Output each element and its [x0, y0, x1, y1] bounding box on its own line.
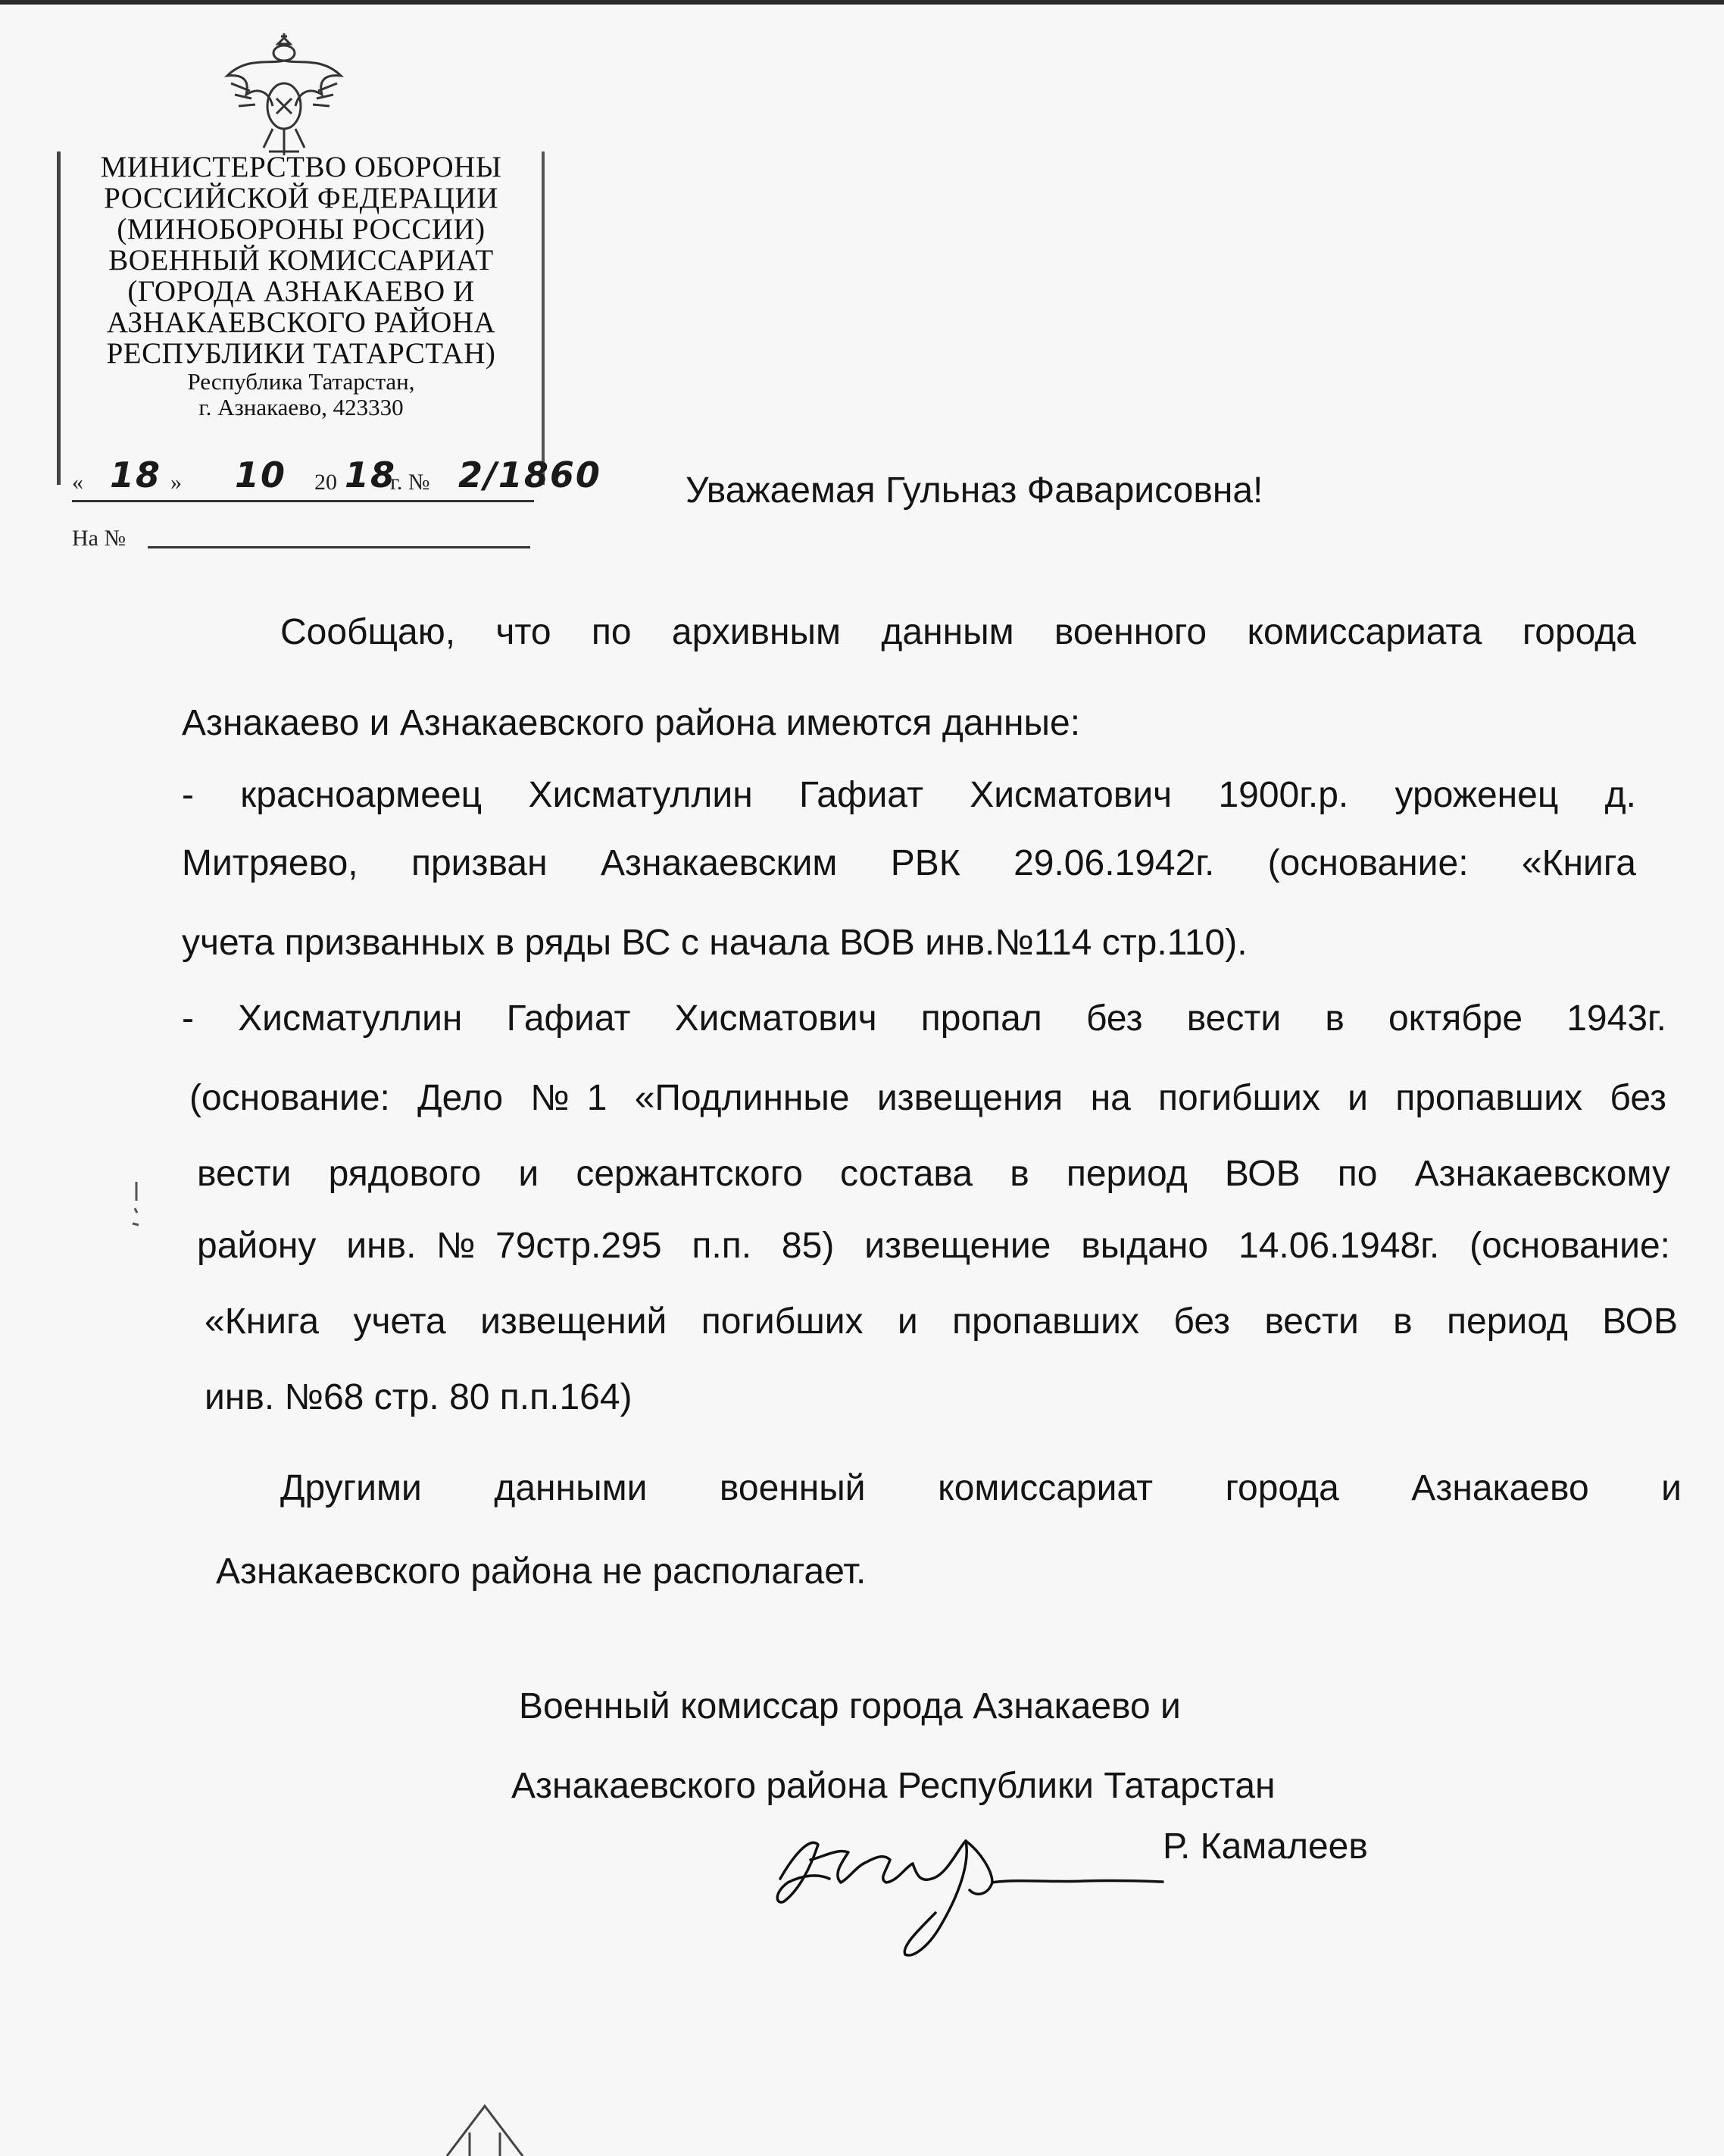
handwritten-signature [765, 1807, 1174, 1981]
body-line: Азнакаевского района не располагает. [216, 1551, 867, 1592]
scan-speck [121, 1178, 151, 1231]
stamp-address: г. Азнакаево, 423330 [198, 394, 404, 420]
body-line: Азнакаево и Азнакаевского района имеются данные: [182, 703, 1081, 743]
body-line: (основание: Дело №1 «Подлинные извещения на погибших и пропавших без [189, 1078, 1666, 1118]
stamp-line: РОССИЙСКОЙ ФЕДЕРАЦИИ [104, 182, 498, 214]
stamp-line: (МИНОБОРОНЫ РОССИИ) [117, 213, 486, 245]
stamp-line: РЕСПУБЛИКИ ТАТАРСТАН) [106, 337, 496, 370]
stamp-line: АЗНАКАЕВСКОГО РАЙОНА [106, 306, 496, 339]
body-line: инв. №68 стр. 80 п.п.164) [205, 1377, 632, 1417]
registration-number: 2/1860 [458, 455, 601, 495]
signatory-title-line2: Азнакаевского района Республики Татарстан [511, 1766, 1276, 1806]
body-line: району инв.№79стр.295 п.п. 85) извещение выдано 14.06.1948г. (основание: [197, 1226, 1670, 1266]
signatory-title-line1: Военный комиссар города Азнакаево и [519, 1686, 1181, 1726]
body-line: Сообщаю, что по архивным данным военного комиссариата города [280, 612, 1636, 652]
stamp-line: МИНИСТЕРСТВО ОБОРОНЫ [100, 151, 502, 183]
body-line: Другими данными военный комиссариат города Азнакаево и [280, 1468, 1682, 1508]
year-prefix: 20 [314, 470, 337, 495]
registration-year: 18 [345, 455, 397, 495]
reference-rule [148, 546, 530, 548]
up-arrow-icon [432, 2098, 538, 2156]
open-quote: « [72, 470, 83, 495]
stamp-address: Республика Татарстан, [187, 368, 415, 395]
double-headed-eagle-icon [216, 23, 352, 167]
close-quote: » [170, 470, 182, 495]
reference-line [72, 523, 530, 553]
letterhead-stamp [57, 152, 545, 485]
body-line: вести рядового и сержантского состава в период ВОВ по Азнакаевскому [197, 1154, 1670, 1194]
body-line: Митряево, призван Азнакаевским РВК 29.06.1942г. (основание: «Книга [182, 843, 1636, 883]
greeting: Уважаемая Гульназ Фаварисовна! [686, 470, 1263, 511]
registration-line [72, 455, 601, 502]
body-line: - красноармеец Хисматуллин Гафиат Хисматович 1900г.р. уроженец д. [182, 775, 1636, 815]
reference-label: На № [72, 526, 126, 551]
body-line: - Хисматуллин Гафиат Хисматович пропал без вести в октябре 1943г. [182, 998, 1666, 1039]
stamp-line: ВОЕННЫЙ КОМИССАРИАТ [108, 244, 494, 277]
registration-day: 18 [110, 455, 162, 495]
signatory-name: Р. Камалеев [1163, 1826, 1368, 1867]
body-line: учета призванных в ряды ВС с начала ВОВ инв.№114 стр.110). [182, 923, 1248, 963]
body-line: «Книга учета извещений погибших и пропавших без вести в период ВОВ [205, 1301, 1678, 1342]
stamp-line: (ГОРОДА АЗНАКАЕВО И [127, 275, 475, 308]
scan-edge [0, 0, 1724, 5]
registration-month: 10 [235, 455, 287, 495]
number-label: г. № [390, 470, 430, 495]
